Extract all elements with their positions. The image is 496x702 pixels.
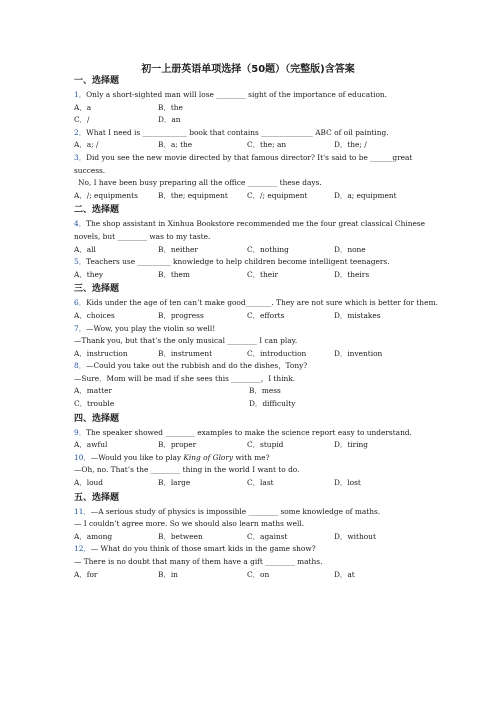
options-row [74, 348, 434, 361]
options-row [74, 102, 434, 115]
question-number: 3． [74, 152, 87, 162]
question-text-2: — There is no doubt that many of them have a gift ________ maths. [74, 557, 323, 566]
option-c[interactable]: C．stupid [247, 440, 284, 450]
option-b[interactable]: B．in [158, 569, 178, 579]
section-heading: 三、选择题 [74, 284, 120, 295]
option-b[interactable]: B．between [158, 531, 203, 541]
question-number: 10． [74, 452, 91, 462]
option-b[interactable]: B．neither [158, 244, 198, 254]
option-a[interactable]: A．they [74, 269, 104, 279]
question-number: 2． [74, 127, 87, 137]
options-row [74, 114, 434, 127]
question-text-2: —Oh, no. That’s the ________ thing in the world I want to do. [74, 465, 300, 475]
question-number: 7． [74, 323, 87, 333]
option-d[interactable]: D．lost [334, 478, 361, 488]
question-text: —Could you take out the rubbish and do the dishes，Tony? [86, 361, 308, 371]
option-b[interactable]: B．mess [249, 386, 281, 396]
option-d[interactable]: D．the; / [334, 140, 367, 150]
options-row [74, 139, 434, 152]
option-d[interactable]: D．none [334, 244, 366, 254]
question-2 [74, 127, 434, 140]
option-d[interactable]: D．a; equipment [334, 190, 397, 200]
question-text-2: No, I have been busy preparing all the office ________ these days. [78, 178, 322, 188]
option-c[interactable]: C．against [247, 531, 288, 541]
option-d[interactable]: D．invention [334, 348, 383, 358]
options-row [74, 190, 434, 203]
option-a[interactable]: A．/; equipments [74, 190, 138, 200]
options-row [74, 244, 434, 257]
question-text-2: —Sure．Mom will be mad if she sees this ________，I think. [74, 373, 296, 383]
question-text: Kids under the age of ten can’t make good_______. They are not sure which is better for them. [86, 298, 438, 308]
option-a[interactable]: A．among [74, 531, 113, 541]
option-a[interactable]: A．a [74, 102, 92, 112]
question-3 [74, 152, 434, 177]
section-heading: 二、选择题 [74, 205, 120, 216]
option-a[interactable]: A．for [74, 569, 98, 579]
option-b[interactable]: B．instrument [158, 348, 213, 358]
question-6 [74, 297, 438, 310]
document-title: 初一上册英语单项选择（50题）（完整版)含答案 [141, 64, 355, 75]
option-c[interactable]: C．on [247, 569, 270, 579]
options-row [74, 439, 434, 452]
options-row [74, 477, 434, 490]
question-10 [74, 452, 434, 465]
option-c[interactable]: C．nothing [247, 244, 289, 254]
option-c[interactable]: C．trouble [74, 399, 115, 409]
question-4 [74, 218, 434, 243]
option-b[interactable]: B．a; the [158, 140, 193, 150]
option-c[interactable]: C．last [247, 478, 274, 488]
option-d[interactable]: D．tiring [334, 440, 369, 450]
options-row [74, 269, 434, 282]
section-heading: 四、选择题 [74, 413, 120, 424]
question-1 [74, 89, 434, 102]
question-number: 11． [74, 506, 91, 516]
option-d[interactable]: D．an [158, 115, 181, 125]
question-number: 8． [74, 361, 87, 371]
option-d[interactable]: D．without [334, 531, 376, 541]
question-7 [74, 323, 434, 336]
option-a[interactable]: A．loud [74, 478, 104, 488]
question-5 [74, 256, 434, 269]
options-row [74, 385, 434, 398]
question-text: Did you see the new movie directed by that famous director? It's said to be ______great success. [74, 152, 413, 175]
options-row [74, 398, 434, 411]
option-b[interactable]: B．proper [158, 440, 197, 450]
options-row [74, 310, 434, 323]
question-number: 6． [74, 298, 87, 308]
question-11 [74, 506, 434, 519]
game-title: King of Glory [183, 452, 234, 462]
option-b[interactable]: B．the [158, 102, 183, 112]
question-8 [74, 360, 434, 373]
question-9 [74, 427, 434, 440]
option-c[interactable]: C．introduction [247, 348, 307, 358]
question-text: —Would you like to play [90, 452, 184, 462]
question-text: —Wow, you play the violin so well! [86, 323, 216, 333]
section-heading: 一、选择题 [74, 76, 120, 86]
option-d[interactable]: D．mistakes [334, 310, 381, 320]
option-d[interactable]: D．difficulty [249, 399, 296, 409]
question-number: 12． [74, 544, 91, 554]
option-d[interactable]: D．at [334, 569, 355, 579]
question-text: Only a short-sighted man will lose ________ sight of the importance of education. [86, 90, 388, 99]
option-c[interactable]: C．the; an [247, 140, 287, 150]
option-a[interactable]: A．matter [74, 386, 112, 396]
options-row [74, 531, 434, 544]
option-d[interactable]: D．theirs [334, 269, 370, 279]
question-text: The speaker showed ________ examples to make the science report easy to understand. [86, 427, 412, 437]
options-row [74, 569, 434, 582]
question-number: 9． [74, 427, 87, 437]
question-number: 4． [74, 219, 87, 229]
option-a[interactable]: A．all [74, 244, 96, 254]
option-b[interactable]: B．progress [158, 310, 204, 320]
option-b[interactable]: B．them [158, 269, 190, 279]
question-text: with me? [233, 452, 270, 462]
option-c[interactable]: C．/; equipment [247, 190, 308, 200]
question-text: Teachers use _________ knowledge to help children become intelligent teenagers. [86, 257, 390, 267]
question-12 [74, 543, 434, 556]
question-number: 5． [74, 257, 87, 267]
option-b[interactable]: B．large [158, 478, 191, 488]
question-number: 1． [74, 90, 87, 99]
option-b[interactable]: B．the; equipment [158, 190, 228, 200]
question-text: — What do you think of those smart kids in the game show? [90, 544, 316, 554]
option-a[interactable]: A．choices [74, 310, 115, 320]
question-text: —A serious study of physics is impossible ________ some knowledge of maths. [90, 506, 381, 516]
option-a[interactable]: A．a; / [74, 140, 99, 150]
option-a[interactable]: A．instruction [74, 348, 128, 358]
option-a[interactable]: A．awful [74, 440, 108, 450]
option-c[interactable]: C．their [247, 269, 279, 279]
question-list [74, 73, 438, 581]
question-text: The shop assistant in Xinhua Bookstore recommended me the four great classical Chinese novels, but ________ was to my taste. [74, 219, 426, 241]
question-text-2: — I couldn’t agree more. So we should also learn maths well. [74, 519, 305, 529]
option-c[interactable]: C．/ [74, 115, 90, 125]
section-heading: 五、选择题 [74, 492, 120, 503]
question-text: What I need is ____________ book that contains ______________ ABC of oil painting. [86, 127, 389, 137]
option-c[interactable]: C．efforts [247, 310, 285, 320]
question-text-2: —Thank you, but that’s the only musical ________ I can play. [74, 336, 298, 346]
